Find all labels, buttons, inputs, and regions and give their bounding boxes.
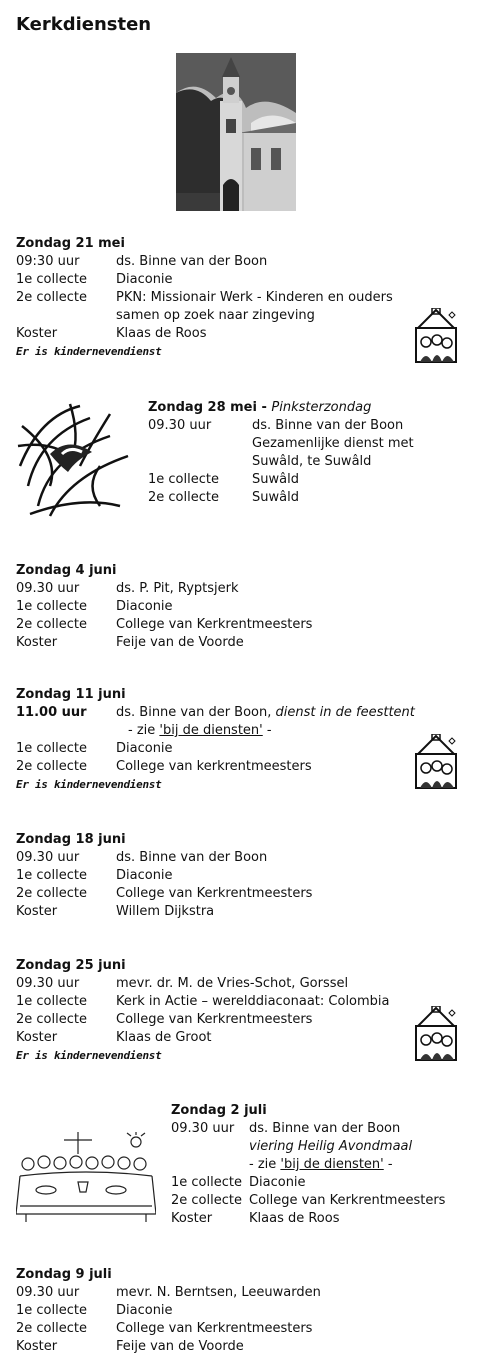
service-row bbox=[148, 417, 478, 435]
row-value: Diaconie bbox=[249, 1175, 306, 1190]
service-row bbox=[16, 903, 476, 921]
service-block bbox=[16, 957, 476, 1065]
row-label: 1e collecte bbox=[16, 272, 87, 287]
row-value: Diaconie bbox=[116, 272, 173, 287]
service-row bbox=[16, 1284, 476, 1302]
service-row bbox=[16, 580, 476, 598]
service-row bbox=[16, 1320, 476, 1338]
row-label: 09.30 uur bbox=[16, 581, 80, 596]
service-row bbox=[16, 598, 476, 616]
row-label: 2e collecte bbox=[16, 759, 87, 774]
row-label: Koster bbox=[16, 904, 58, 919]
row-continuation: viering Heilig Avondmaal bbox=[249, 1139, 413, 1154]
row-value: ds. Binne van der Boon bbox=[116, 254, 268, 269]
row-value: Willem Dijkstra bbox=[116, 904, 215, 919]
row-label: 09.30 uur bbox=[16, 976, 80, 991]
kids-note: Er is kindernevendienst bbox=[16, 345, 162, 358]
kids-church-icon bbox=[410, 308, 462, 364]
row-value: ds. Binne van der Boon bbox=[252, 418, 404, 433]
row-value: Klaas de Roos bbox=[249, 1211, 340, 1226]
row-label: Koster bbox=[171, 1211, 213, 1226]
service-row bbox=[16, 616, 476, 634]
row-label: 2e collecte bbox=[16, 617, 87, 632]
service-block bbox=[171, 1102, 476, 1228]
row-value: College van Kerkrentmeesters bbox=[116, 617, 313, 632]
service-date: Zondag 11 juni bbox=[16, 687, 126, 702]
service-block bbox=[16, 562, 476, 652]
bij-de-diensten-link[interactable]: 'bij de diensten' bbox=[280, 1157, 384, 1172]
row-value: Diaconie bbox=[116, 1303, 173, 1318]
service-date: Zondag 9 juli bbox=[16, 1267, 112, 1282]
service-block bbox=[148, 399, 478, 507]
row-label: 2e collecte bbox=[16, 1321, 87, 1336]
service-row bbox=[16, 758, 476, 776]
service-row bbox=[16, 1302, 476, 1320]
kids-church-icon bbox=[410, 1006, 462, 1062]
service-row bbox=[16, 740, 476, 758]
row-label: Koster bbox=[16, 635, 58, 650]
row-continuation: Gezamenlijke dienst met bbox=[252, 436, 414, 451]
row-label: 1e collecte bbox=[148, 472, 219, 487]
church-photo bbox=[176, 53, 296, 211]
row-value: PKN: Missionair Werk - Kinderen en ouders bbox=[116, 290, 393, 305]
row-label: 1e collecte bbox=[16, 868, 87, 883]
service-date: Zondag 18 juni bbox=[16, 832, 126, 847]
kids-note: Er is kindernevendienst bbox=[16, 1049, 162, 1062]
service-row bbox=[16, 1029, 476, 1047]
kids-church-icon bbox=[410, 734, 462, 790]
row-label: 2e collecte bbox=[171, 1193, 242, 1208]
service-row bbox=[171, 1192, 476, 1210]
row-label: 2e collecte bbox=[16, 290, 87, 305]
row-value: College van Kerkrentmeesters bbox=[116, 1012, 313, 1027]
row-label: Koster bbox=[16, 326, 58, 341]
bij-de-diensten-link[interactable]: 'bij de diensten' bbox=[159, 723, 263, 738]
row-value: ds. P. Pit, Ryptsjerk bbox=[116, 581, 239, 596]
service-row bbox=[16, 704, 476, 722]
row-value: ds. Binne van der Boon bbox=[116, 850, 268, 865]
row-value: mevr. N. Berntsen, Leeuwarden bbox=[116, 1285, 321, 1300]
row-label: 1e collecte bbox=[16, 741, 87, 756]
row-value: College van Kerkrentmeesters bbox=[249, 1193, 446, 1208]
service-row bbox=[148, 471, 478, 489]
row-value: Suwâld bbox=[252, 490, 299, 505]
service-row bbox=[16, 867, 476, 885]
row-label: 1e collecte bbox=[171, 1175, 242, 1190]
service-date: Zondag 4 juni bbox=[16, 563, 117, 578]
service-row bbox=[171, 1120, 476, 1138]
row-value: College van kerkrentmeesters bbox=[116, 759, 312, 774]
row-continuation: - zie 'bij de diensten' - bbox=[128, 723, 272, 738]
service-date: Zondag 2 juli bbox=[171, 1103, 267, 1118]
service-date: Zondag 25 juni bbox=[16, 958, 126, 973]
service-row bbox=[16, 289, 476, 307]
row-label: 2e collecte bbox=[148, 490, 219, 505]
service-row bbox=[16, 634, 476, 652]
row-value: Suwâld bbox=[252, 472, 299, 487]
service-row bbox=[171, 1210, 476, 1228]
row-value: College van Kerkrentmeesters bbox=[116, 1321, 313, 1336]
row-label: 09.30 uur bbox=[16, 1285, 80, 1300]
row-value: Klaas de Groot bbox=[116, 1030, 212, 1045]
service-block bbox=[16, 831, 476, 921]
row-value: Feije van de Voorde bbox=[116, 1339, 244, 1354]
row-label: Koster bbox=[16, 1030, 58, 1045]
row-label: 2e collecte bbox=[16, 886, 87, 901]
row-value: Kerk in Actie – werelddiaconaat: Colombia bbox=[116, 994, 390, 1009]
row-continuation: Suwâld, te Suwâld bbox=[252, 454, 372, 469]
row-label: 1e collecte bbox=[16, 1303, 87, 1318]
service-row bbox=[16, 253, 476, 271]
row-continuation: - zie 'bij de diensten' - bbox=[249, 1157, 393, 1172]
service-row bbox=[171, 1174, 476, 1192]
service-block bbox=[16, 1266, 476, 1356]
row-label: 09.30 uur bbox=[171, 1121, 235, 1136]
service-date: Zondag 28 mei - Pinksterzondag bbox=[148, 400, 372, 415]
service-row bbox=[16, 1338, 476, 1356]
row-value: Klaas de Roos bbox=[116, 326, 207, 341]
row-label: Koster bbox=[16, 1339, 58, 1354]
service-row bbox=[16, 885, 476, 903]
pentecost-dove-image bbox=[10, 396, 136, 522]
service-row bbox=[16, 325, 476, 343]
row-label: 11.00 uur bbox=[16, 705, 87, 720]
service-block bbox=[16, 235, 476, 361]
service-row bbox=[16, 975, 476, 993]
service-row bbox=[16, 849, 476, 867]
row-value: ds. Binne van der Boon, dienst in de feesttent bbox=[116, 705, 415, 720]
service-row bbox=[16, 271, 476, 289]
row-value: mevr. dr. M. de Vries-Schot, Gorssel bbox=[116, 976, 349, 991]
service-block bbox=[16, 686, 476, 794]
row-label: 09.30 uur bbox=[148, 418, 212, 433]
row-value: ds. Binne van der Boon bbox=[249, 1121, 401, 1136]
service-date: Zondag 21 mei bbox=[16, 236, 125, 251]
last-supper-drawing bbox=[16, 1132, 156, 1224]
kids-note: Er is kindernevendienst bbox=[16, 778, 162, 791]
row-continuation: samen op zoek naar zingeving bbox=[116, 308, 315, 323]
service-row bbox=[16, 993, 476, 1011]
row-value: Diaconie bbox=[116, 741, 173, 756]
page-title: Kerkdiensten bbox=[16, 14, 152, 35]
row-label: 2e collecte bbox=[16, 1012, 87, 1027]
row-label: 1e collecte bbox=[16, 994, 87, 1009]
service-row bbox=[16, 1011, 476, 1029]
row-label: 1e collecte bbox=[16, 599, 87, 614]
row-label: 09:30 uur bbox=[16, 254, 80, 269]
row-value: College van Kerkrentmeesters bbox=[116, 886, 313, 901]
row-value: Diaconie bbox=[116, 868, 173, 883]
service-row bbox=[148, 489, 478, 507]
row-label: 09.30 uur bbox=[16, 850, 80, 865]
row-value: Diaconie bbox=[116, 599, 173, 614]
row-value: Feije van de Voorde bbox=[116, 635, 244, 650]
